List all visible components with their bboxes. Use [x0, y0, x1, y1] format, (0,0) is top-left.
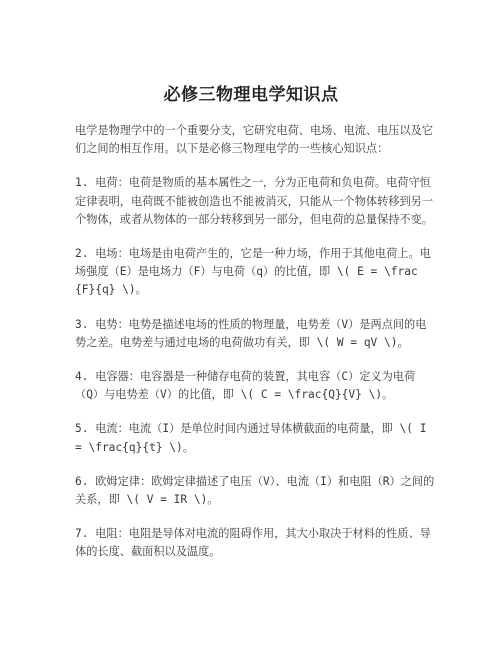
- point-capacitor: 4. 电容器：电容器是一种储存电荷的装置，其电容（C）定义为电荷（Q）与电势差（V）的比值，即 \( C = \frac{Q}{V} \)。: [75, 370, 416, 402]
- point-electric-potential: 3. 电势：电势是描述电场的性质的物理量，电势差（V）是两点间的电势之差。电势差与通过电场的电荷做功有关，即 \( W = qV \)。: [75, 317, 427, 349]
- point-electric-field: 2. 电场：电场是由电荷产生的，它是一种力场，作用于其他电荷上。电场强度（E）是电场力（F）与电荷（q）的比值，即 \( E = \frac{F}{q} \)。: [75, 247, 431, 297]
- intro-paragraph: 电学是物理学中的一个重要分支，它研究电荷、电场、电流、电压以及它们之间的相互作用。以下是必修三物理电学的一些核心知识点：: [75, 124, 434, 156]
- document-body: [75, 122, 435, 578]
- point-charge: 1. 电荷：电荷是物质的基本属性之一，分为正电荷和负电荷。电荷守恒定律表明，电荷既不能被创造也不能被消灭，只能从一个物体转移到另一个物体，或者从物体的一部分转移到另一部分，但电荷的总量保持不变。: [75, 176, 434, 226]
- point-resistance: 7. 电阻：电阻是导体对电流的阻碍作用，其大小取决于材料的性质、导体的长度、截面积以及温度。: [75, 527, 431, 559]
- point-current: 5. 电流：电流（I）是单位时间内通过导体横截面的电荷量，即 \( I = \frac{q}{t} \)。: [75, 422, 427, 454]
- point-ohms-law: 6. 欧姆定律：欧姆定律描述了电压（V）、电流（I）和电阻（R）之间的关系，即 \( V = IR \)。: [75, 474, 435, 507]
- document-title: 必修三物理电学知识点: [163, 85, 339, 105]
